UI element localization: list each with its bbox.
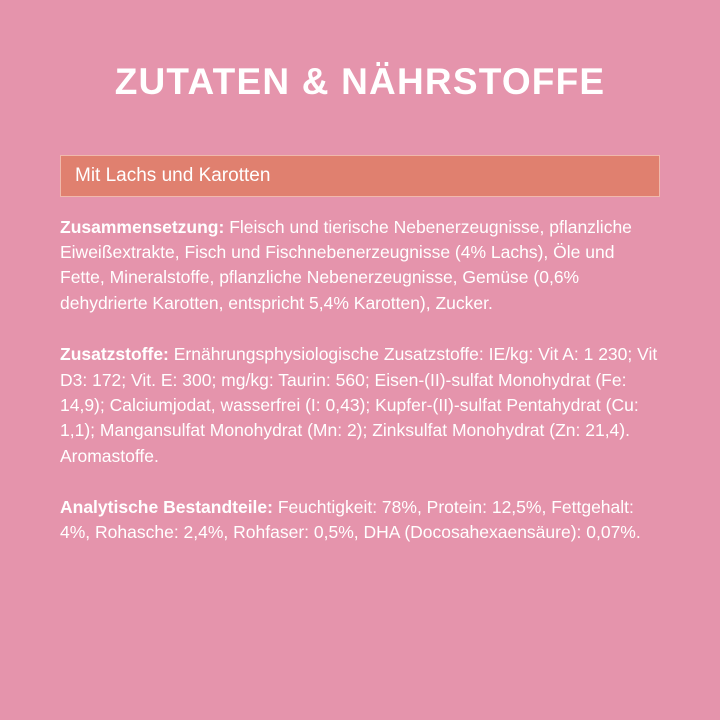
analytical-constituents-text: Feuchtigkeit: 78%, Protein: 12,5%, Fettgehalt: 4%, Rohasche: 2,4%, Rohfaser: 0,5%, DHA (Docosahexaensäure): 0,07%.: [60, 497, 641, 543]
additives-heading: Zusatzstoffe:: [60, 344, 169, 365]
analytical-constituents-heading: Analytische Bestandteile:: [60, 497, 273, 518]
additives-text: Ernährungsphysiologische Zusatzstoffe: IE/kg: Vit A: 1 230; Vit D3: 172; Vit. E: 300; mg/kg: Taurin: 560; Eisen-(II)-sulfat Monohydrat (Fe: 14,9); Calciumjodat, wasserfrei (I: 0,43); Kupfer-(II)-sulfat Pentahydrat (Cu: 1,1); Mangansulfat Monohydrat (Mn: 2); Zinksulfat Monohydrat (Zn: 21,4). Aromastoffe.: [60, 344, 658, 466]
section-analytical-constituents: [60, 495, 660, 546]
section-additives: [60, 342, 660, 469]
section-composition: [60, 215, 660, 317]
page-title: ZUTATEN & NÄHRSTOFFE: [114, 61, 606, 102]
composition-heading: Zusammensetzung:: [60, 216, 225, 237]
variant-banner: [60, 155, 660, 197]
composition-text: Fleisch und tierische Nebenerzeugnisse, pflanzliche Eiweißextrakte, Fisch und Fischnebenerzeugnisse (4% Lachs), Öle und Fette, Mineralstoffe, pflanzliche Nebenerzeugnisse, Gemüse (0,6% dehydrierte Karotten, entspricht 5,4% Karotten), Zucker.: [60, 216, 632, 313]
variant-label: Mit Lachs und Karotten: [75, 164, 271, 186]
